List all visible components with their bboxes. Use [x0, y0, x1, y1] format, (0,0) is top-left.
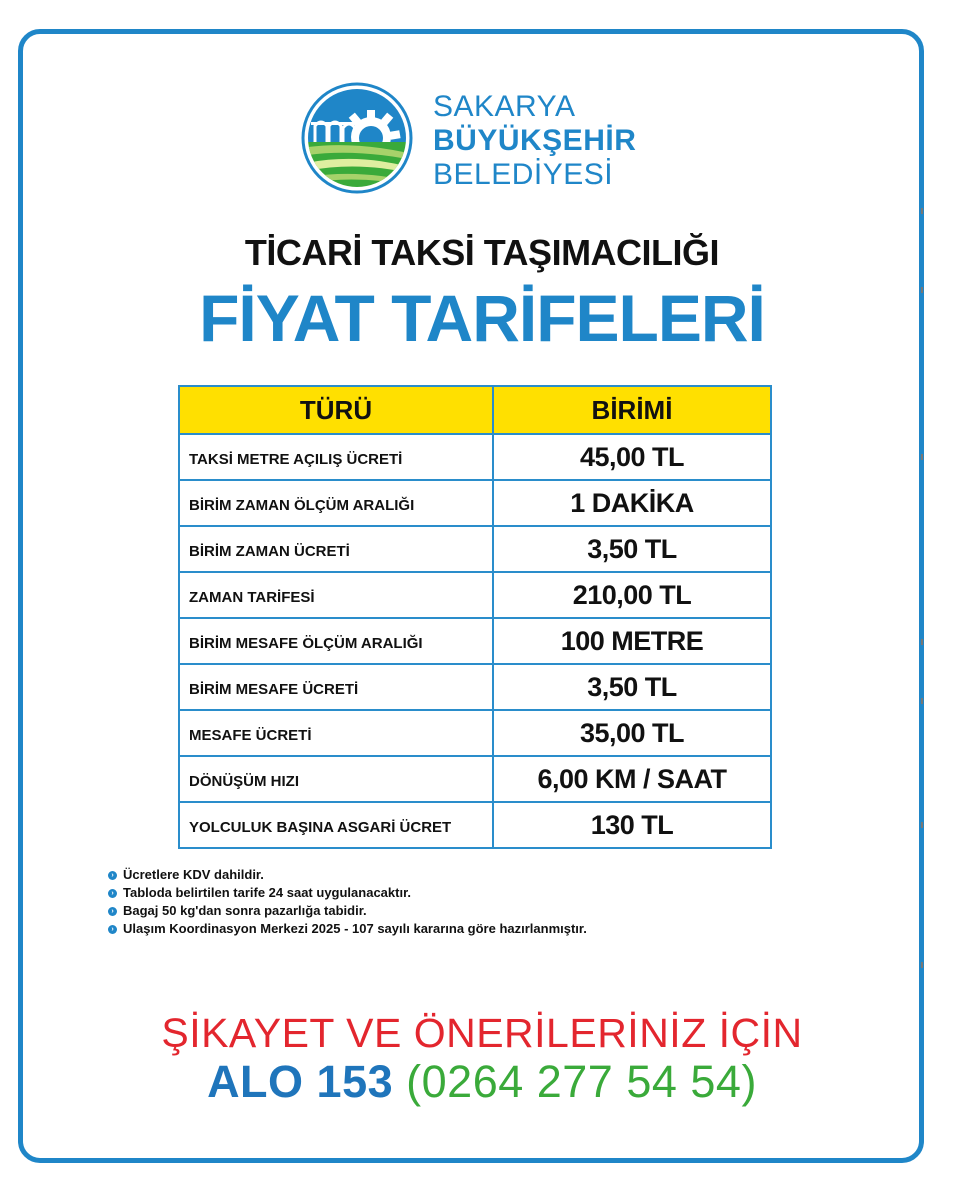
bullet-arrow-icon: ›	[108, 925, 117, 934]
row-value: 3,50 TL	[493, 664, 771, 710]
row-value: 210,00 TL	[493, 572, 771, 618]
row-label: ZAMAN TARİFESİ	[179, 572, 493, 618]
list-item	[108, 920, 587, 938]
alo-number: ALO 153	[207, 1056, 394, 1107]
row-value: 130 TL	[493, 802, 771, 848]
table-row	[179, 756, 771, 802]
note-text: Tabloda belirtilen tarife 24 saat uygulanacaktır.	[123, 885, 412, 900]
row-value: 35,00 TL	[493, 710, 771, 756]
logo-line-1: SAKARYA	[433, 90, 576, 123]
row-value: 100 METRE	[493, 618, 771, 664]
row-label: TAKSİ METRE AÇILIŞ ÜCRETİ	[179, 434, 493, 480]
list-item	[108, 902, 587, 920]
row-value: 3,50 TL	[493, 526, 771, 572]
note-text: Bagaj 50 kg'dan sonra pazarlığa tabidir.	[123, 903, 367, 918]
row-label: BİRİM ZAMAN ÜCRETİ	[179, 526, 493, 572]
bullet-arrow-icon: ›	[108, 889, 117, 898]
column-header-unit: BİRİMİ	[493, 386, 771, 434]
page-title: FİYAT TARİFELERİ	[199, 281, 765, 355]
table-header-row	[179, 386, 771, 434]
table-row	[179, 526, 771, 572]
table-row	[179, 710, 771, 756]
edge-mark	[921, 208, 923, 214]
bullet-arrow-icon: ›	[108, 907, 117, 916]
list-item	[108, 884, 587, 902]
row-label: BİRİM MESAFE ÖLÇÜM ARALIĞI	[179, 618, 493, 664]
table-row	[179, 802, 771, 848]
edge-mark	[921, 639, 923, 645]
municipality-emblem-icon	[301, 82, 413, 194]
note-text: Ücretlere KDV dahildir.	[123, 867, 264, 882]
table-row	[179, 480, 771, 526]
edge-mark	[921, 454, 923, 460]
row-value: 1 DAKİKA	[493, 480, 771, 526]
row-label: MESAFE ÜCRETİ	[179, 710, 493, 756]
row-value: 6,00 KM / SAAT	[493, 756, 771, 802]
list-item	[108, 866, 587, 884]
complaint-heading: ŞİKAYET VE ÖNERİLERİNİZ İÇİN	[161, 1010, 803, 1056]
row-label: BİRİM ZAMAN ÖLÇÜM ARALIĞI	[179, 480, 493, 526]
edge-mark	[921, 822, 923, 828]
logo-line-3: BELEDİYESİ	[433, 158, 614, 191]
logo-wordmark	[433, 90, 636, 192]
phone-number: (0264 277 54 54)	[406, 1056, 757, 1107]
hotline	[0, 1056, 964, 1108]
table-row	[179, 434, 771, 480]
column-header-type: TÜRÜ	[179, 386, 493, 434]
notes-list	[108, 866, 587, 938]
row-label: YOLCULUK BAŞINA ASGARİ ÜCRET	[179, 802, 493, 848]
edge-mark	[921, 962, 923, 968]
row-value: 45,00 TL	[493, 434, 771, 480]
logo-line-2: BÜYÜKŞEHİR	[433, 124, 637, 157]
bullet-arrow-icon: ›	[108, 871, 117, 880]
table-row	[179, 664, 771, 710]
page-subtitle: TİCARİ TAKSİ TAŞIMACILIĞI	[244, 232, 720, 273]
table-row	[179, 618, 771, 664]
table-row	[179, 572, 771, 618]
note-text: Ulaşım Koordinasyon Merkezi 2025 - 107 sayılı kararına göre hazırlanmıştır.	[123, 921, 587, 936]
row-label: DÖNÜŞÜM HIZI	[179, 756, 493, 802]
row-label: BİRİM MESAFE ÜCRETİ	[179, 664, 493, 710]
edge-mark	[921, 698, 923, 704]
tariff-table	[178, 385, 772, 849]
